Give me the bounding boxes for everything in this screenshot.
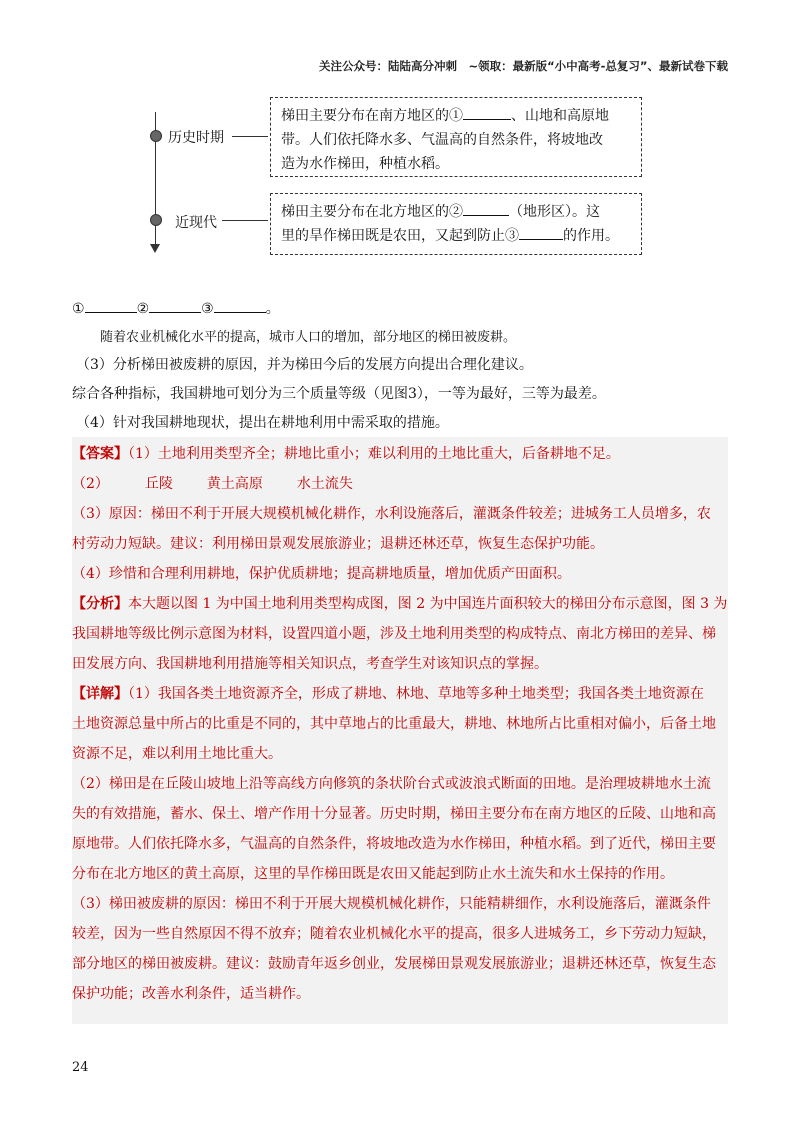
answer-1: （1）土地利用类型齐全；耕地比重小；难以利用的土地比重大，后备耕地不足。 <box>128 446 620 462</box>
detail-p1-line-1 <box>72 683 728 703</box>
modern-text-1a: 梯田主要分布在北方地区的② <box>281 204 463 220</box>
detail-p2-line-1: （2）梯田是在丘陵山坡地上沿等高线方向修筑的条状阶台式或波浪式断面的田地。是治理坡耕地水土流 <box>72 776 711 792</box>
answer-line-2 <box>72 473 728 493</box>
history-text-1b: 、山地和高原地 <box>511 108 609 124</box>
modern-text-2b: 的作用。 <box>563 228 619 244</box>
answer-2-item-3: 水土流失 <box>296 476 353 492</box>
blank-2 <box>463 200 509 216</box>
period-label-history: 历史时期 <box>168 130 224 146</box>
history-text-3: 造为水作梯田，种植水稻。 <box>281 156 449 172</box>
blank-label-2: ② <box>136 301 150 317</box>
detail-p2-line-3: 原地带。人们依托降水多，气温高的自然条件，将坡地改造为水作梯田，种植水稻。到了近代，梯田主要 <box>72 836 716 852</box>
blank-label-3: ③ <box>201 301 214 317</box>
answer-blank-3 <box>214 297 266 313</box>
modern-period-box <box>270 193 642 255</box>
answer-2-item-2: 黄土高原 <box>206 476 263 492</box>
blank-end: 。 <box>265 301 280 317</box>
answer-blank-1 <box>85 297 137 313</box>
analysis-text-1: 本大题以图 1 为中国土地利用类型构成图，图 2 为中国连片面积较大的梯田分布示意图，图 3 为 <box>128 596 728 612</box>
answer-2-item-1: 丘陵 <box>144 476 173 492</box>
history-period-box <box>270 97 642 177</box>
detail-p1-line-2: 土地资源总量中所占的比重是不同的，其中草地占的比重最大，耕地、林地所占比重相对偏小，后备土地 <box>72 716 716 732</box>
detail-p1-line-3: 资源不足，难以利用土地比重大。 <box>72 746 282 762</box>
analysis-line-2: 我国耕地等级比例示意图为材料，设置四道小题，涉及土地利用类型的构成特点、南北方梯田的差异、梯 <box>72 626 716 642</box>
answer-3-line-1: （3）原因：梯田不利于开展大规模机械化耕作，水利设施落后，灌溉条件较差；进城务工人员增多，农 <box>72 506 711 522</box>
page-header: 关注公众号：陆陆高分冲刺 ~领取：最新版“小中高考-总复习”、最新试卷下载 <box>318 59 728 73</box>
connector-history <box>232 136 268 137</box>
blank-1 <box>463 104 511 120</box>
timeline-arrow-icon <box>150 244 160 253</box>
analysis-line-1 <box>72 593 728 613</box>
detail-p3-line-3: 部分地区的梯田被废耕。建议：鼓励青年返乡创业，发展梯田景观发展旅游业；退耕还林还草，恢复生态 <box>72 956 716 972</box>
page-number: 24 <box>72 1060 89 1075</box>
blank-3 <box>519 224 563 240</box>
modern-text-1b: （地形区）。这 <box>509 204 600 220</box>
detail-p3-line-4: 保护功能；改善水利条件，适当耕作。 <box>72 986 310 1002</box>
modern-text-2a: 里的旱作梯田既是农田，又起到防止③ <box>281 228 519 244</box>
detail-p2-line-2: 失的有效措施，蓄水、保土、增产作用十分显著。历史时期，梯田主要分布在南方地区的丘陵、山地和高 <box>72 806 716 822</box>
question-4: （4）针对我国耕地现状，提出在耕地利用中需采取的措施。 <box>76 415 449 431</box>
answer-3-line-2: 村劳动力短缺。建议：利用梯田景观发展旅游业；退耕还林还草，恢复生态保护功能。 <box>72 536 604 552</box>
question-context: 随着农业机械化水平的提高，城市人口的增加，部分地区的梯田被废耕。 <box>100 330 517 345</box>
detail-p3-line-2: 较差，因为一些自然原因不得不放弃；随着农业机械化水平的提高，很多人进城务工，乡下劳动力短缺， <box>72 926 716 942</box>
detail-p3-line-1: （3）梯田被废耕的原因：梯田不利于开展大规模机械化耕作，只能精耕细作，水利设施落后，灌溉条件 <box>72 896 711 912</box>
answer-2-label: （2） <box>72 476 109 492</box>
timeline-dot-history <box>150 130 162 142</box>
timeline-dot-modern <box>150 214 162 226</box>
answer-blanks-line <box>72 297 728 318</box>
detail-tag: 【详解】 <box>72 686 128 702</box>
answer-line-1 <box>72 443 728 463</box>
detail-p2-line-4: 分布在北方地区的黄土高原，这里的旱作梯田既是农田又能起到防止水土流失和水土保持的作用。 <box>72 866 674 882</box>
blank-label-1: ① <box>72 301 85 317</box>
answer-blank-2 <box>149 297 201 313</box>
analysis-line-3: 田发展方向、我国耕地利用措施等相关知识点，考查学生对该知识点的掌握。 <box>72 656 548 672</box>
question-3: （3）分析梯田被废耕的原因，并为梯田今后的发展方向提出合理化建议。 <box>76 357 533 373</box>
question-context-2: 综合各种指标，我国耕地可划分为三个质量等级（见图3），一等为最好，三等为最差。 <box>72 386 606 402</box>
period-label-modern: 近现代 <box>175 215 217 231</box>
answer-4: （4）珍惜和合理利用耕地，保护优质耕地；提高耕地质量，增加优质产田面积。 <box>72 566 571 582</box>
connector-modern <box>222 220 268 221</box>
detail-p1-text-1: （1）我国各类土地资源齐全，形成了耕地、林地、草地等多种土地类型；我国各类土地资源在 <box>128 686 704 702</box>
analysis-tag: 【分析】 <box>72 596 128 612</box>
history-text-1: 梯田主要分布在南方地区的① <box>281 108 463 124</box>
history-text-2: 带。人们依托降水多、气温高的自然条件，将坡地改 <box>281 132 603 148</box>
answer-tag: 【答案】 <box>72 446 128 462</box>
